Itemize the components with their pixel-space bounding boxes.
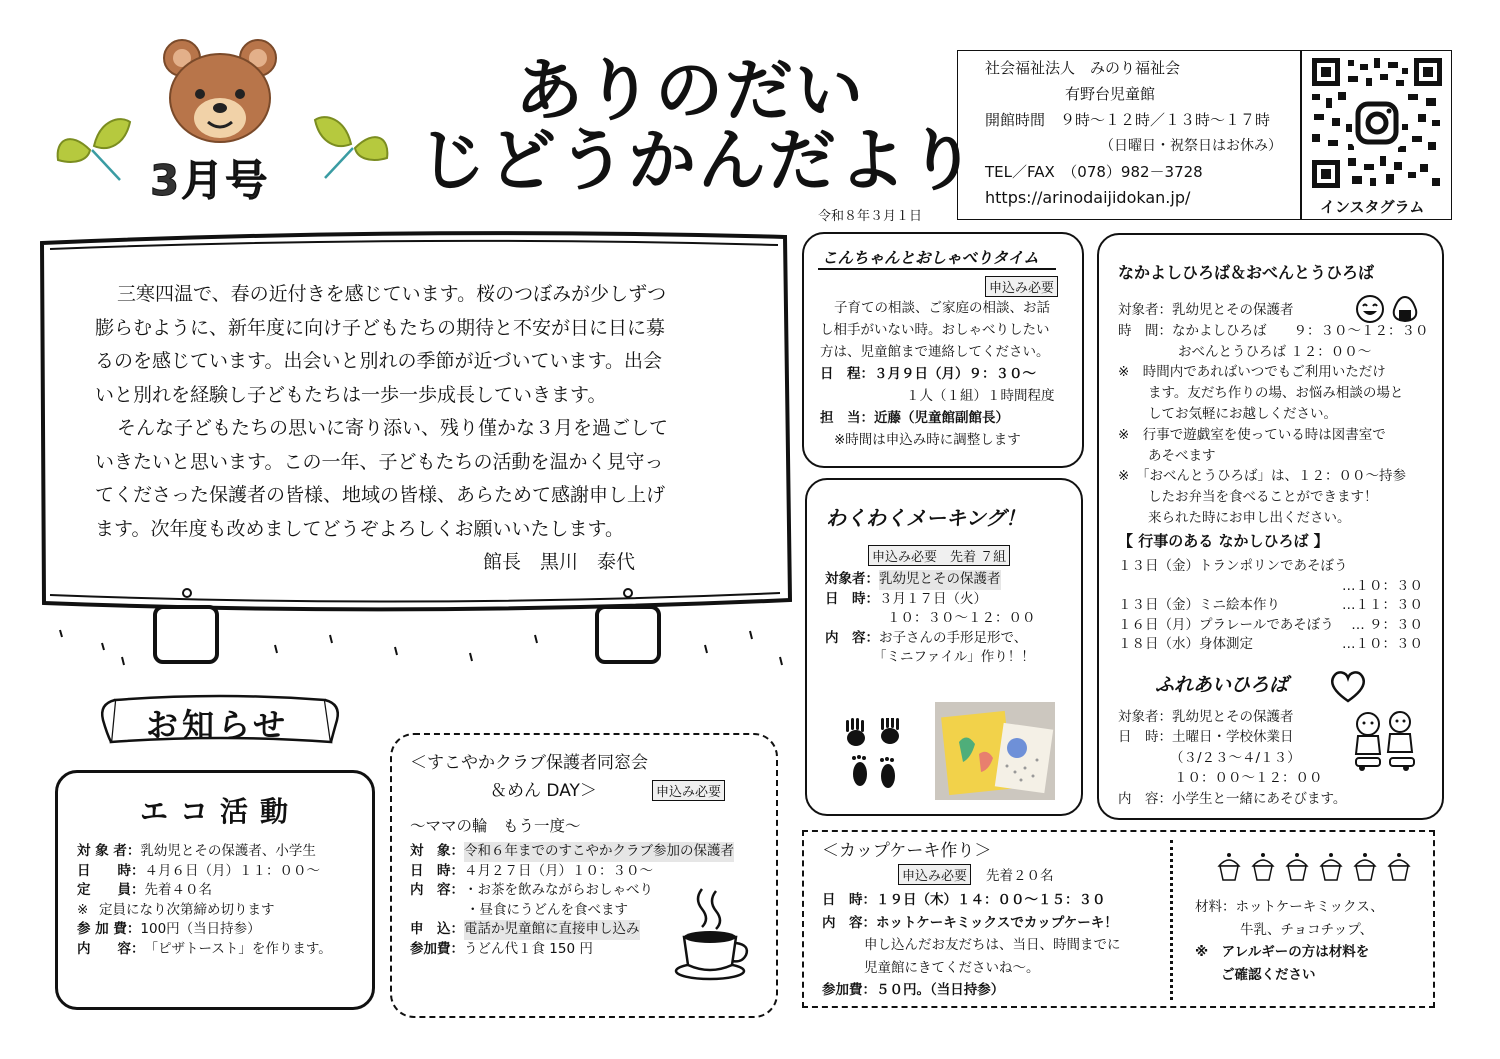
newsletter-title-line1: ありのだい xyxy=(515,52,866,131)
greeting-message xyxy=(95,278,668,580)
fureai-details: 対象者：乳幼児とその保護者 日 時：土曜日・学校休業日 （３/２３～４/１３） １０：００～１２：００ 内 容：小学生と一緒にあそびます。 xyxy=(1118,709,1347,807)
eco-row: 日 時： ４月６日（月）１１：００～ xyxy=(77,862,320,879)
facility-name: 有野台児童館 xyxy=(1065,85,1156,103)
cupcake-title: ＜カップケーキ作り＞ xyxy=(822,841,992,861)
greeting-line: いと別れを経験し子どもたちは一歩一歩成長していきます。 xyxy=(95,383,607,406)
cupcake-divider xyxy=(1170,840,1173,1000)
cupcakes-row-icon xyxy=(1215,852,1415,882)
issue-label: 3月号 xyxy=(150,156,270,205)
greeting-line: そんな子どもたちの思いに寄り添い、残り僅かな３月を過ごして xyxy=(117,417,669,439)
handprint-footprint-icon xyxy=(840,718,910,794)
event-row: １３日（金）トランポリンであそぼう xyxy=(1118,558,1348,574)
konchan-title: こんちゃんとおしゃべりタイム xyxy=(822,249,1039,267)
closed-days: （日曜日・祝祭日はお休み） xyxy=(1100,138,1282,154)
bear-illustration xyxy=(160,36,280,146)
info-text xyxy=(985,55,1282,211)
eco-activity-details xyxy=(77,842,332,959)
website-url[interactable]: https://arinodaijidokan.jp/ xyxy=(985,188,1191,207)
instagram-label: インスタグラム xyxy=(1320,198,1425,216)
konchan-title-underline xyxy=(818,268,1056,270)
sukoyaka-row: 対 象： 令和６年までのすこやかクラブ参加の保護者 xyxy=(410,842,734,862)
wakuwaku-registration-tag: 申込み必要 先着 ７組 xyxy=(868,545,1010,566)
issue-date: 令和８年３月１日 xyxy=(818,209,923,224)
eco-row: ※ 定員になり次第締め切ります xyxy=(77,901,275,918)
greeting-line: ます。次年度も改めましてどうぞよろしくお願いいたします。 xyxy=(95,517,624,540)
eco-row: 参 加 費： 100円（当日持参） xyxy=(77,921,261,938)
sukoyaka-row: 参加費： うどん代１食 150 円 xyxy=(410,940,593,957)
eco-activity-title: エコ活動 xyxy=(140,795,301,828)
fureai-title: ふれあいひろば xyxy=(1155,674,1289,696)
sukoyaka-title-line1: ＜すこやかクラブ保護者同窓会 xyxy=(410,753,648,773)
sukoyaka-row: ・昼食にうどんを食べます xyxy=(466,901,628,918)
sukoyaka-registration-tag: 申込み必要 xyxy=(652,780,725,801)
leaf-left-icon xyxy=(50,110,140,190)
opening-hours: 開館時間 ９時～１２時／１３時～１７時 xyxy=(985,111,1271,129)
greeting-line: 三寒四温で、春の近付きを感じています。桜のつぼみが少しずつ xyxy=(117,283,667,305)
nakayoshi-events-title: 【 行事のある なかしひろば 】 xyxy=(1118,532,1329,550)
cupcake-details: 日 時：１９日（木）１４：００～１５：３０ 内 容：ホットケーキミックスでカップケーキ！ 申し込んだお友だちは、当日、時間までに 児童館にきてくださいね～。 参加費：５０円。（当日持参） xyxy=(822,892,1121,998)
event-row: １６日（月）プラレールであそぼう … ９：３０ xyxy=(1118,616,1423,633)
konchan-details: 子育ての相談、ご家庭の相談、お話 し相手がいない時。おしゃべりしたい 方は、児童館まで連絡してください。 日 程：３月９日（月）９：３０～ １人（１組）１時間程度 担 当：近藤（児童館副館長） ※時間は申込み時に調整します xyxy=(820,300,1055,448)
qr-code-icon xyxy=(1308,54,1446,192)
heart-icon xyxy=(1328,668,1368,704)
konchan-registration-tag: 申込み必要 xyxy=(985,276,1058,297)
greeting-line: 膨らむように、新年度に向け子どもたちの期待と不安が日に日に募 xyxy=(95,316,666,339)
coffee-cup-icon xyxy=(672,885,754,985)
sukoyaka-row: 申 込： 電話か児童館に直接申し込み xyxy=(410,920,734,940)
sukoyaka-title-line2: ＆めん DAY＞ xyxy=(490,781,597,801)
nakayoshi-title: なかよしひろば＆おべんとうひろば xyxy=(1118,263,1375,282)
eco-row: 定 員： 先着４０名 xyxy=(77,882,212,899)
children-playing-icon xyxy=(1350,706,1422,772)
nakayoshi-events-list xyxy=(1118,557,1423,655)
cupcake-materials: 材料：ホットケーキミックス、 牛乳、チョコチップ、 ※ アレルギーの方は材料を ご確認ください xyxy=(1195,899,1384,983)
org-name: 社会福祉法人 みのり福祉会 xyxy=(985,59,1181,77)
event-row: １３日（金）ミニ絵本作り …１１：３０ xyxy=(1118,597,1423,614)
event-row: …１０：３０ xyxy=(1342,577,1423,594)
leaf-right-icon xyxy=(305,108,395,188)
sukoyaka-subtitle: ～ママの輪 もう一度～ xyxy=(410,817,581,835)
phone-fax: TEL／FAX （078）982－3728 xyxy=(985,163,1203,181)
cupcake-capacity: 先着２０名 xyxy=(986,868,1054,884)
eco-row: 対 象 者： 乳幼児とその保護者、小学生 xyxy=(77,843,316,859)
greeting-line: てくださった保護者の皆様、地域の皆様、あらためて感謝申し上げ xyxy=(95,484,666,506)
greeting-signature: 館長 黒川 泰代 xyxy=(483,551,636,573)
event-row: １８日（水）身体測定 …１０：３０ xyxy=(1118,636,1423,653)
cupcake-registration-tag: 申込み必要 xyxy=(898,864,971,885)
newsletter-title-line2: じどうかんだより xyxy=(418,122,979,201)
nakayoshi-details: 対象者：乳幼児とその保護者 時 間：なかよしひろば ９：３０～１２：３０ おべんとうひろば １２：００～ ※ 時間内であればいつでもご利用いただけ ます。友だち作りの場、お悩み相談の場と してお気軽にお越しください。 ※ 行事で遊戯室を使っている時は図書室で あそべます ※ 「おべんとうひろば」は、１２：００～持参 したお弁当を食べることができます！ 来られた時にお申し出ください。 xyxy=(1118,302,1429,526)
greeting-line: るのを感じています。出会いと別れの季節が近づいています。出会 xyxy=(95,350,662,372)
wakuwaku-details: 対象者： 乳幼児とその保護者 日 時： ３月１７日（火） １０：３０～１２：００ 内 容： お子さんの手形足形で、 「ミニファイル」作り！！ xyxy=(825,571,1036,666)
greeting-line: いきたいと思います。この一年、子どもたちの活動を温かく見守っ xyxy=(95,450,664,473)
sukoyaka-row: 内 容： ・お茶を飲みながらおしゃべり xyxy=(410,882,653,899)
mini-file-photo xyxy=(935,702,1055,800)
qr-divider xyxy=(1300,50,1302,220)
sukoyaka-row: 日 時： ４月２７日（月）１０：３０～ xyxy=(410,862,653,879)
oshirase-title: お知らせ xyxy=(146,706,290,744)
wakuwaku-title: わくわくメーキング！ xyxy=(826,506,1026,530)
eco-row: 内 容： 「ピザトースト」を作ります。 xyxy=(77,940,332,957)
